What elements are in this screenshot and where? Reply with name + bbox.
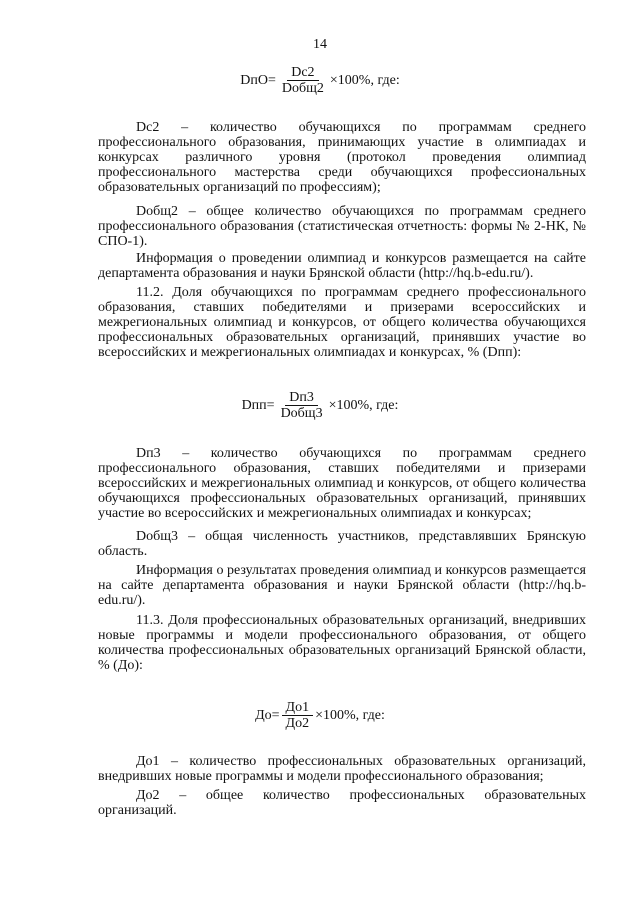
paragraph-info-results: Информация о результатах проведения олимпиад и конкурсов размещается на сайте департамента образования и науки Брянской области (http://hq.b-edu.ru/). bbox=[98, 563, 586, 608]
formula-numerator: Dп3 bbox=[285, 390, 318, 406]
formula-denominator: До2 bbox=[285, 716, 310, 731]
paragraph-do1: До1 – количество профессиональных образовательных организаций, внедривших новые программы и модели профессионального образования; bbox=[98, 754, 586, 784]
paragraph-11-2: 11.2. Доля обучающихся по программам среднего профессионального образования, ставших победителями и призерами всероссийских и межрегиональных олимпиад и конкурсов, от общего количества обучающихся профессиональных образовательных организаций, принявших участие во всероссийских и межрегиональных олимпиадах и конкурсах, % (Dпп): bbox=[98, 285, 586, 360]
paragraph-dc2: Dс2 – количество обучающихся по программам среднего профессионального образования, принимающих участие в олимпиадах и конкурсах различного уровня (протокол проведения олимпиад профессионального мастерства среди обучающихся профессиональных образовательных организаций по профессиям); bbox=[98, 120, 586, 195]
paragraph-info-olympiads: Информация о проведении олимпиад и конкурсов размещается на сайте департамента образования и науки Брянской области (http://hq.b-edu.ru/). bbox=[98, 251, 586, 281]
formula-denominator: Dобщ3 bbox=[280, 406, 323, 421]
paragraph-dobsch2: Dобщ2 – общее количество обучающихся по программам среднего профессионального образования (статистическая отчетность: формы № 2-НК, № СПО-1). bbox=[98, 204, 586, 249]
formula-fraction bbox=[278, 65, 328, 96]
formula-rhs: ×100%, где: bbox=[329, 72, 400, 88]
formula-lhs: DпО= bbox=[240, 72, 276, 88]
paragraph-dobsch3: Dобщ3 – общая численность участников, представлявших Брянскую область. bbox=[98, 529, 586, 559]
formula-rhs: ×100%, где: bbox=[315, 707, 385, 723]
formula-rhs: ×100%, где: bbox=[328, 397, 399, 413]
formula-fraction bbox=[277, 390, 327, 421]
formula-fraction bbox=[282, 700, 314, 731]
paragraph-do2: До2 – общее количество профессиональных образовательных организаций. bbox=[98, 788, 586, 818]
formula-numerator: Dс2 bbox=[287, 65, 318, 81]
formula-dpo bbox=[0, 65, 640, 96]
formula-lhs: До= bbox=[255, 707, 280, 723]
paragraph-dp3: Dп3 – количество обучающихся по программам среднего профессионального образования, ставших победителями и призерами всероссийских и межрегиональных олимпиад и конкурсов, от общего количества обучающихся профессиональных образовательных организаций, принявших участие во всероссийских и межрегиональных олимпиадах и конкурсах; bbox=[98, 446, 586, 521]
paragraph-11-3: 11.3. Доля профессиональных образовательных организаций, внедривших новые программы и модели профессионального образования, от общего количества профессиональных образовательных организаций Брянской области, % (До): bbox=[98, 613, 586, 673]
formula-dpp bbox=[0, 390, 640, 421]
formula-lhs: Dпп= bbox=[241, 397, 275, 413]
formula-denominator: Dобщ2 bbox=[281, 81, 324, 96]
formula-numerator: До1 bbox=[282, 700, 314, 716]
page-number: 14 bbox=[313, 37, 327, 52]
formula-do bbox=[0, 700, 640, 731]
